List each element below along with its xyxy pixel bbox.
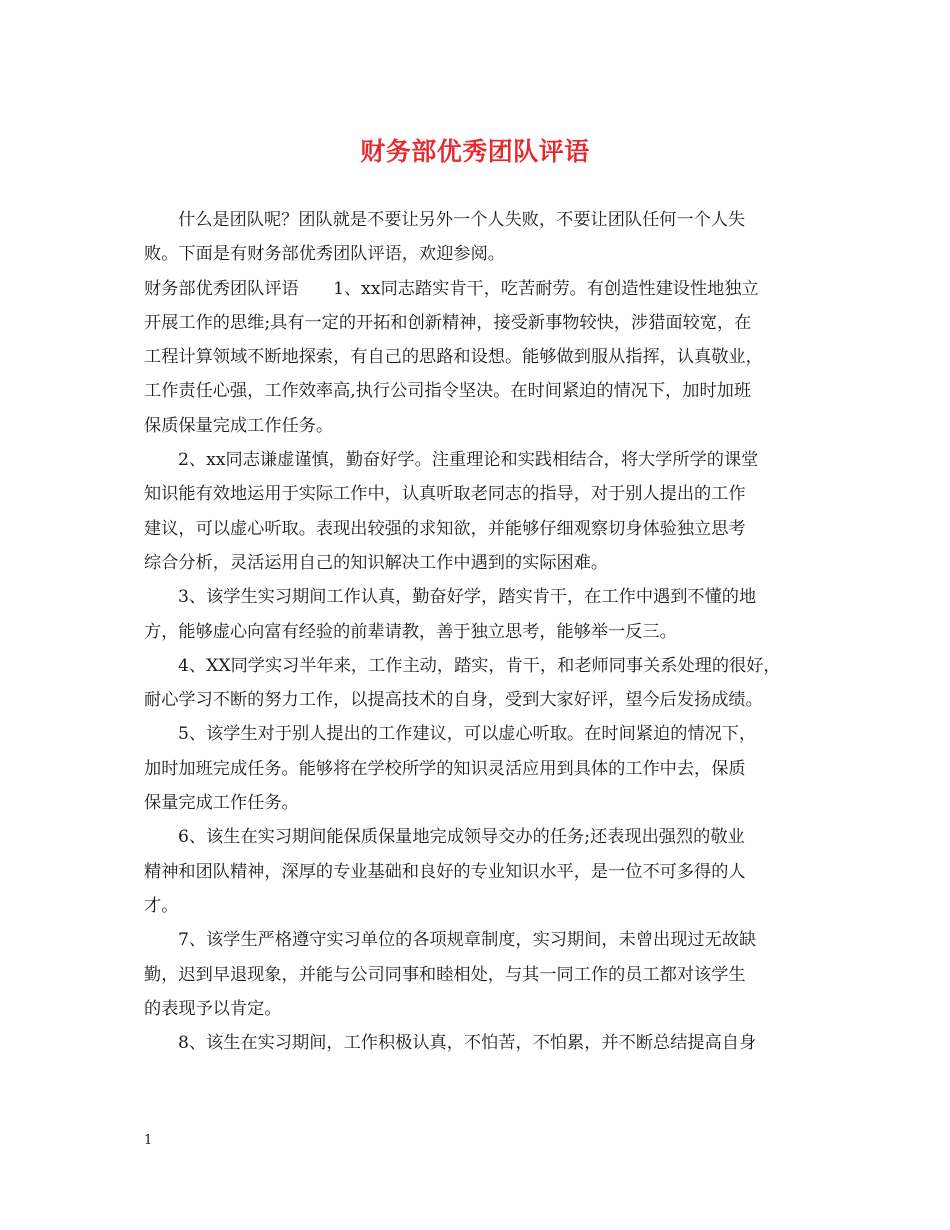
paragraph-line: 6、该生在实习期间能保质保量地完成领导交办的任务;还表现出强烈的敬业 bbox=[178, 827, 745, 848]
paragraph-line: 工作责任心强，工作效率高,执行公司指令坚决。在时间紧迫的情况下，加时加班 bbox=[144, 381, 752, 402]
paragraph-line: 耐心学习不断的努力工作，以提高技术的自身，受到大家好评，望今后发扬成绩。 bbox=[144, 690, 763, 711]
paragraph-line: 才。 bbox=[144, 895, 179, 916]
document-title: 财务部优秀团队评语 bbox=[360, 137, 590, 166]
paragraph-line: 败。下面是有财务部优秀团队评语，欢迎参阅。 bbox=[144, 244, 505, 265]
paragraph-line: 2、xx同志谦虚谨慎，勤奋好学。注重理论和实践相结合，将大学所学的课堂 bbox=[178, 450, 759, 471]
paragraph-line: 3、该学生实习期间工作认真，勤奋好学，踏实肯干，在工作中遇到不懂的地 bbox=[178, 587, 757, 608]
paragraph-line: 4、XX同学实习半年来，工作主动，踏实，肯干，和老师同事关系处理的很好， bbox=[178, 655, 781, 676]
paragraph-line: 综合分析，灵活运用自己的知识解决工作中遇到的实际困难。 bbox=[144, 552, 609, 573]
document-body bbox=[144, 203, 808, 1060]
paragraph-line: 勤，迟到早退现象，并能与公司同事和睦相处，与其一同工作的员工都对该学生 bbox=[144, 964, 746, 985]
paragraph-line: 7、该学生严格遵守实习单位的各项规章制度，实习期间，未曾出现过无故缺 bbox=[178, 930, 757, 951]
paragraph-line: 的表现予以肯定。 bbox=[144, 998, 282, 1019]
paragraph-line: 加时加班完成任务。能够将在学校所学的知识灵活应用到具体的工作中去，保质 bbox=[144, 758, 746, 779]
paragraph-line: 精神和团队精神，深厚的专业基础和良好的专业知识水平，是一位不可多得的人 bbox=[144, 861, 746, 882]
paragraph-line: 保量完成工作任务。 bbox=[144, 793, 299, 814]
paragraph-line: 开展工作的思维;具有一定的开拓和创新精神，接受新事物较快，涉猎面较宽，在 bbox=[144, 312, 752, 333]
paragraph-line: 方，能够虚心向富有经验的前辈请教，善于独立思考，能够举一反三。 bbox=[144, 621, 677, 642]
page-number: 1 bbox=[144, 1133, 153, 1148]
paragraph-line: 知识能有效地运用于实际工作中，认真听取老同志的指导，对于别人提出的工作 bbox=[144, 484, 746, 505]
paragraph-line: 什么是团队呢？团队就是不要让另外一个人失败，不要让团队任何一个人失 bbox=[178, 210, 746, 230]
paragraph-line: 5、该学生对于别人提出的工作建议，可以虚心听取。在时间紧迫的情况下， bbox=[178, 724, 757, 745]
paragraph-line: 建议，可以虚心听取。表现出较强的求知欲，并能够仔细观察切身体验独立思考 bbox=[144, 518, 746, 539]
paragraph-line: 保质保量完成工作任务。 bbox=[144, 415, 334, 436]
paragraph-line: 财务部优秀团队评语 1、xx同志踏实肯干，吃苦耐劳。有创造性建设性地独立 bbox=[144, 278, 759, 299]
paragraph-line: 工程计算领域不断地探索，有自己的思路和设想。能够做到服从指挥，认真敬业， bbox=[144, 347, 763, 368]
paragraph-line: 8、该生在实习期间，工作积极认真，不怕苦，不怕累，并不断总结提高自身 bbox=[178, 1033, 757, 1054]
